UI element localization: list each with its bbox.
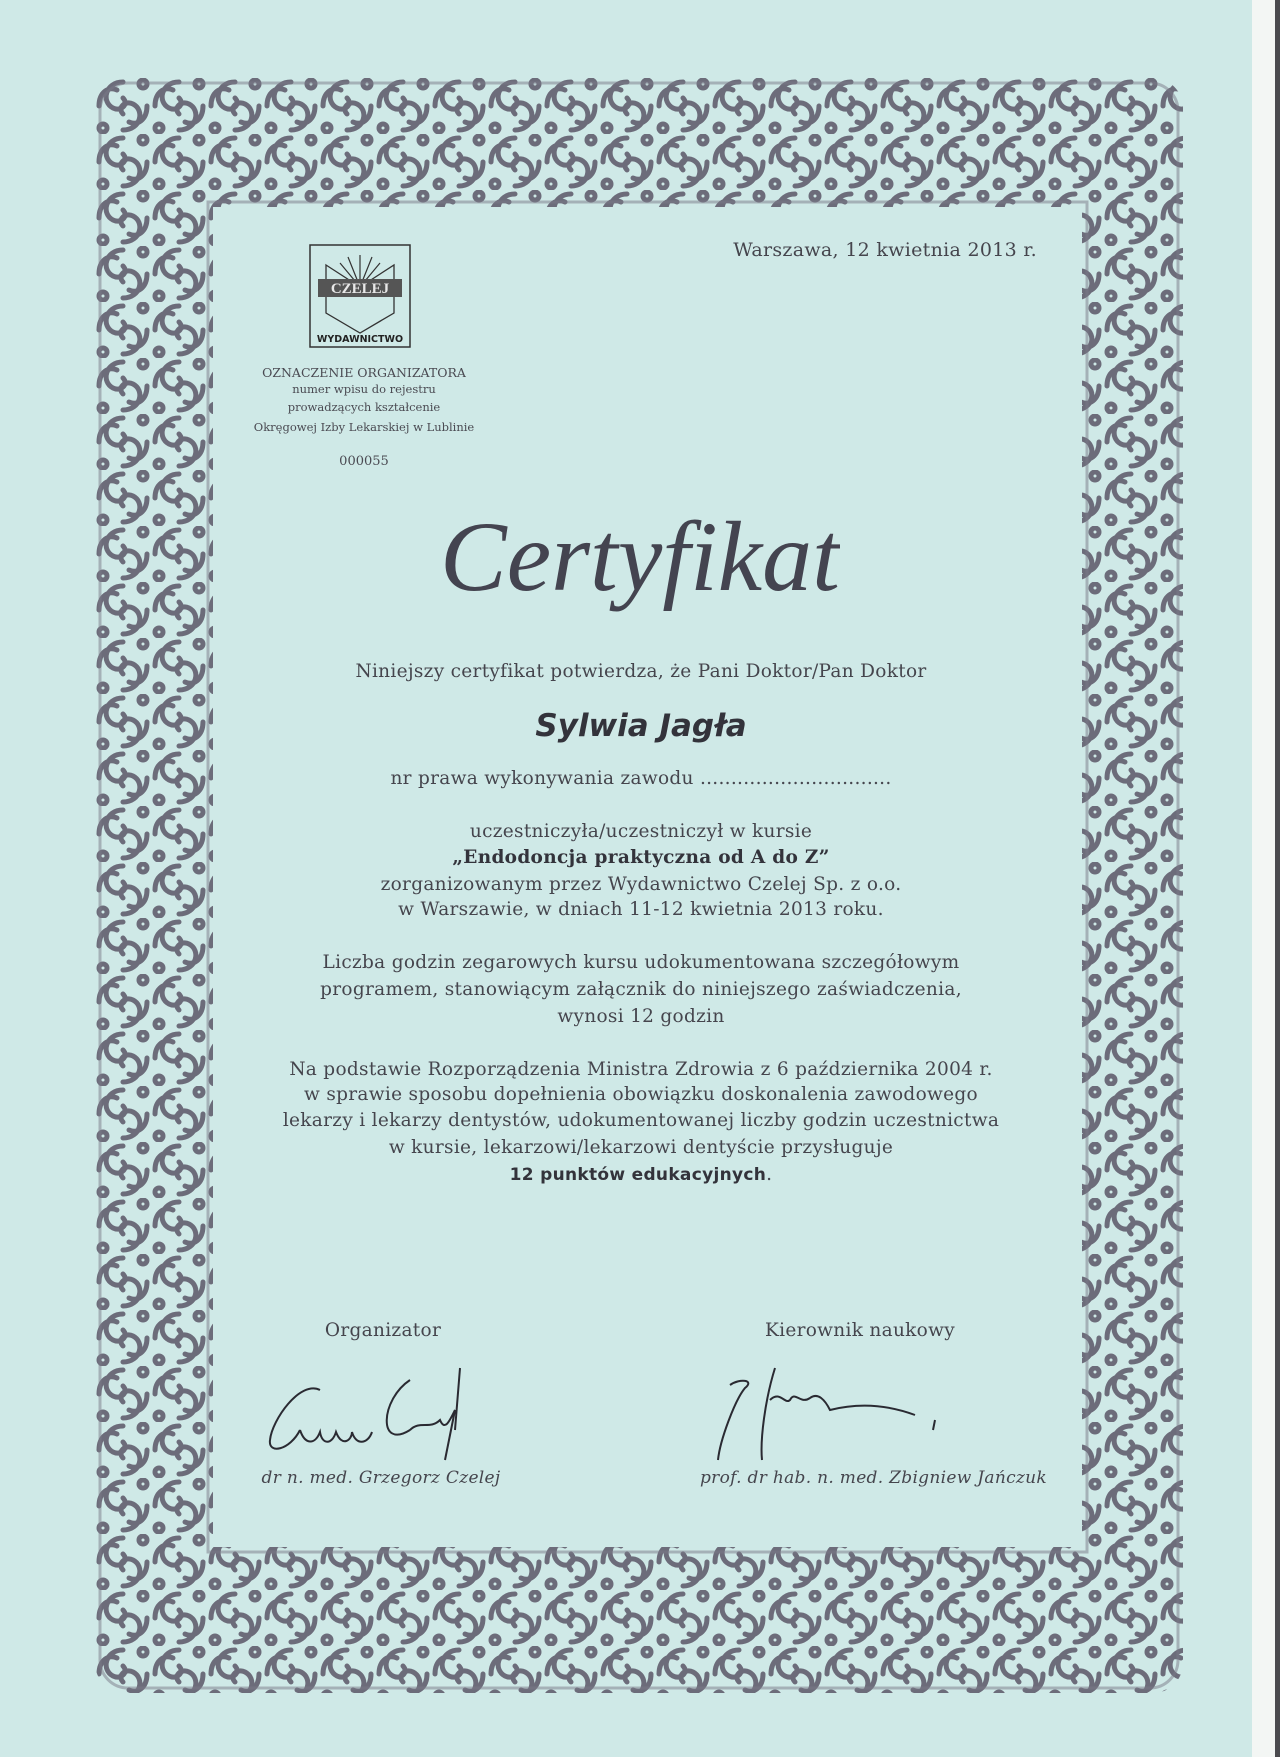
confirm-line: Niniejszy certyfikat potwierdza, że Pani Doktor/Pan Doktor (355, 661, 927, 682)
hours-line2: programem, stanowiącym załącznik do niniejszego zaświadczenia, (320, 979, 962, 1000)
organizer-heading: OZNACZENIE ORGANIZATORA (262, 365, 466, 380)
logo-subtitle: WYDAWNICTWO (316, 334, 404, 345)
organizer-signature (260, 1360, 540, 1470)
course-line3: zorganizowanym przez Wydawnictwo Czelej Sp. z o.o. (380, 874, 902, 895)
director-signature (700, 1360, 1000, 1470)
course-line1: uczestniczyła/uczestniczył w kursie (469, 821, 813, 842)
publisher-logo (308, 243, 412, 349)
license-line: nr prawa wykonywania zawodu ............................... (390, 768, 892, 789)
svg-text:Certyfikat: Certyfikat (440, 501, 840, 612)
legal-line2: w sprawie sposobu dopełnienia obowiązku doskonalenia zawodowego (304, 1084, 978, 1105)
legal-line4: w kursie, lekarzowi/lekarzowi dentyście przysługuje (388, 1137, 894, 1158)
logo-brand: CZELEJ (330, 281, 390, 297)
legal-line1: Na podstawie Rozporządzenia Ministra Zdrowia z 6 października 2004 r. (289, 1059, 993, 1080)
organizer-name: dr n. med. Grzegorz Czelej (261, 1468, 501, 1488)
hours-line1: Liczba godzin zegarowych kursu udokumentowana szczegółowym (322, 952, 960, 973)
certificate-title (440, 470, 840, 640)
date-line: Warszawa, 12 kwietnia 2013 r. (733, 239, 1037, 261)
organizer-number: 000055 (339, 454, 389, 469)
organizer-line3: Okręgowej Izby Lekarskiej w Lublinie (253, 420, 475, 434)
legal-line3: lekarzy i lekarzy dentystów, udokumentowanej liczby godzin uczestnictwa (282, 1110, 1000, 1131)
course-name: „Endodoncja praktyczna od A do Z” (452, 847, 830, 868)
points-period: . (766, 1164, 773, 1185)
director-name: prof. dr hab. n. med. Zbigniew Jańczuk (700, 1468, 1047, 1488)
organizer-line1: numer wpisu do rejestru (292, 382, 436, 396)
director-role: Kierownik naukowy (764, 1320, 956, 1341)
hours-line3: wynosi 12 godzin (557, 1006, 725, 1027)
organizer-role: Organizator (324, 1320, 442, 1341)
education-points: 12 punktów edukacyjnych (509, 1165, 767, 1185)
recipient-name: Sylwia Jagła (535, 708, 747, 744)
organizer-line2: prowadzących kształcenie (287, 400, 441, 414)
course-line4: w Warszawie, w dniach 11-12 kwietnia 2013 roku. (398, 899, 884, 920)
